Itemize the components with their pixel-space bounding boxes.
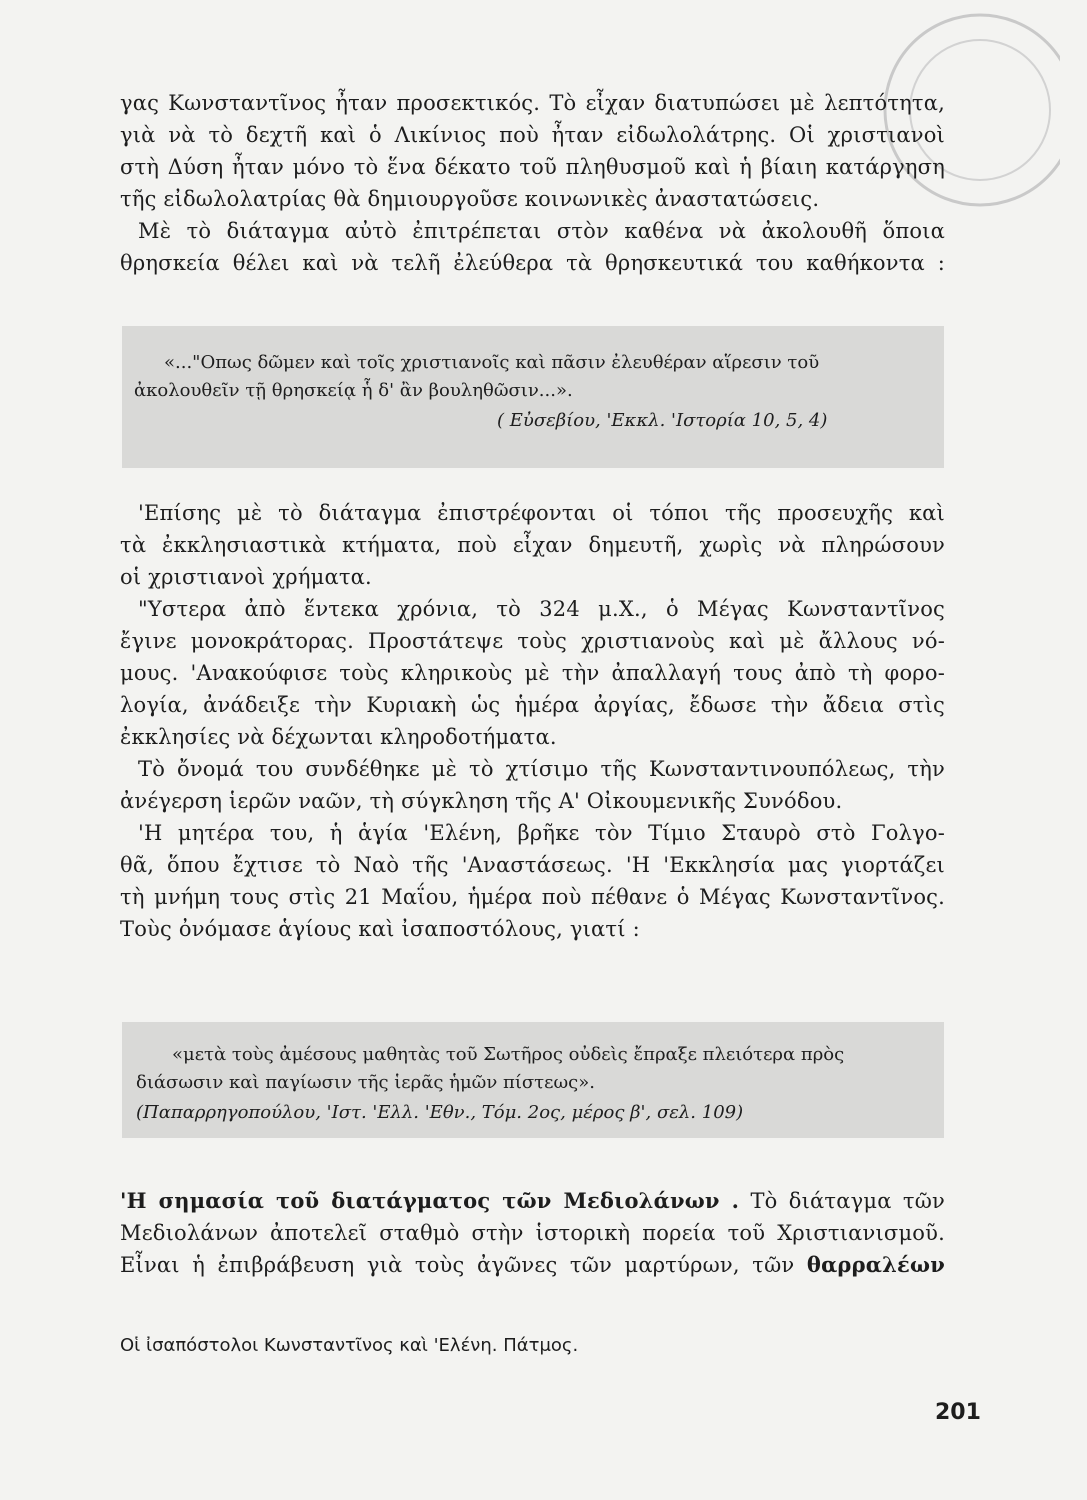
text-line: ἀνέγερση ἱερῶν ναῶν, τὴ σύγκληση τῆς Α' Οἰκουμενικῆς Συνόδου. [120, 789, 843, 813]
text-line: γιὰ νὰ τὸ δεχτῆ καὶ ὁ Λικίνιος ποὺ ἦταν εἰδωλολάτρης. Οἱ χριστιανοὶ [120, 123, 945, 147]
section-title: 'Η σημασία τοῦ διατάγματος τῶν Μεδιολάνων . [120, 1188, 740, 1213]
text-line: οἱ χριστιανοὶ χρήματα. [120, 565, 372, 589]
image-caption: Οἱ ἰσαπόστολοι Κωνσταντῖνος καὶ 'Ελένη. Πάτμος. [120, 1335, 579, 1356]
text-line: γας Κωνσταντῖνος ἦταν προσεκτικός. Τὸ εἶχαν διατυπώσει μὲ λεπτότητα, [120, 91, 945, 115]
text-line [120, 1185, 945, 1217]
text-line: θᾶ, ὅπου ἔχτισε τὸ Ναὸ τῆς 'Αναστάσεως. 'Η 'Εκκλησία μας γιορτάζει [120, 853, 945, 877]
text-line: τὰ ἐκκλησιαστικὰ κτήματα, ποὺ εἶχαν δημευτῆ, χωρὶς νὰ πληρώσουν [120, 533, 945, 557]
text-line: Τὸ ὄνομά του συνδέθηκε μὲ τὸ χτίσιμο τῆς Κωνσταντινουπόλεως, τὴν [138, 757, 945, 781]
text-line: 'Η μητέρα του, ἡ ἁγία 'Ελένη, βρῆκε τὸν Τίμιο Σταυρὸ στὸ Γολγο- [138, 821, 945, 845]
text-line [120, 1249, 945, 1281]
text-line: λογία, ἀνάδειξε τὴν Κυριακὴ ὡς ἡμέρα ἀργίας, ἔδωσε τὴν ἄδεια στὶς [120, 693, 945, 717]
quote-citation: ( Εὐσεβίου, 'Εκκλ. 'Ιστορία 10, 5, 4) [497, 410, 828, 431]
text-line: τῆς εἰδωλολατρίας θὰ δημιουργοῦσε κοινωνικὲς ἀναστατώσεις. [120, 187, 820, 211]
text-line: Μεδιολάνων ἀποτελεῖ σταθμὸ στὴν ἱστορικὴ πορεία τοῦ Χριστιανισμοῦ. [120, 1221, 945, 1245]
section-text: Τὸ διάταγμα τῶν [750, 1189, 945, 1213]
quote-line: διάσωσιν καὶ παγίωσιν τῆς ἱερᾶς ἡμῶν πίστεως». [136, 1072, 595, 1093]
section-text: Εἶναι ἡ ἐπιβράβευση γιὰ τοὺς ἀγῶνες τῶν μαρτύρων, τῶν [120, 1253, 795, 1277]
text-line: 'Επίσης μὲ τὸ διάταγμα ἐπιστρέφονται οἱ τόποι τῆς προσευχῆς καὶ [138, 501, 945, 525]
text-line: ἔγινε μονοκράτορας. Προστάτεψε τοὺς χριστιανοὺς καὶ μὲ ἄλλους νό- [120, 629, 945, 653]
quote-citation: (Παπαρρηγοπούλου, 'Ιστ. 'Ελλ. 'Εθν., Τόμ. 2ος, μέρος β', σελ. 109) [136, 1102, 744, 1123]
quote-line: «μετὰ τοὺς ἀμέσους μαθητὰς τοῦ Σωτῆρος οὐδεὶς ἔπραξε πλειότερα πρὸς [172, 1044, 845, 1065]
page-number: 201 [935, 1400, 981, 1425]
text-line: Μὲ τὸ διάταγμα αὐτὸ ἐπιτρέπεται στὸν καθένα νὰ ἀκολουθῆ ὅποια [138, 219, 945, 243]
text-line: μους. 'Ανακούφισε τοὺς κληρικοὺς μὲ τὴν ἀπαλλαγή τους ἀπὸ τὴ φορο- [120, 661, 945, 685]
text-line: στὴ Δύση ἦταν μόνο τὸ ἕνα δέκατο τοῦ πληθυσμοῦ καὶ ἡ βίαιη κατάργηση [120, 155, 945, 179]
text-line: τὴ μνήμη τους στὶς 21 Μαΐου, ἡμέρα ποὺ πέθανε ὁ Μέγας Κωνσταντῖνος. [120, 885, 945, 909]
text-line: θρησκεία θέλει καὶ νὰ τελῆ ἐλεύθερα τὰ θρησκευτικά του καθήκοντα : [120, 251, 945, 275]
quote-line: ἀκολουθεῖν τῇ θρησκείᾳ ἧ δ' ἂν βουληθῶσιν...». [134, 380, 573, 401]
text-line: "Υστερα ἀπὸ ἕντεκα χρόνια, τὸ 324 μ.Χ., ὁ Μέγας Κωνσταντῖνος [138, 597, 945, 621]
section-significance [120, 1185, 945, 1281]
quote-box-paparrigopoulos [122, 1022, 944, 1138]
quote-box-eusebius [122, 326, 944, 468]
text-line: Τοὺς ὀνόμασε ἁγίους καὶ ἰσαποστόλους, γιατί : [120, 917, 640, 941]
quote-line: «..."Οπως δῶμεν καὶ τοῖς χριστιανοῖς καὶ πᾶσιν ἐλευθέραν αἵρεσιν τοῦ [164, 352, 820, 373]
top-paragraphs [120, 87, 945, 279]
text-line: ἐκκλησίες νὰ δέχωνται κληροδοτήματα. [120, 725, 557, 749]
section-text-bold: θαρραλέων [806, 1252, 945, 1277]
middle-paragraphs [120, 497, 945, 945]
